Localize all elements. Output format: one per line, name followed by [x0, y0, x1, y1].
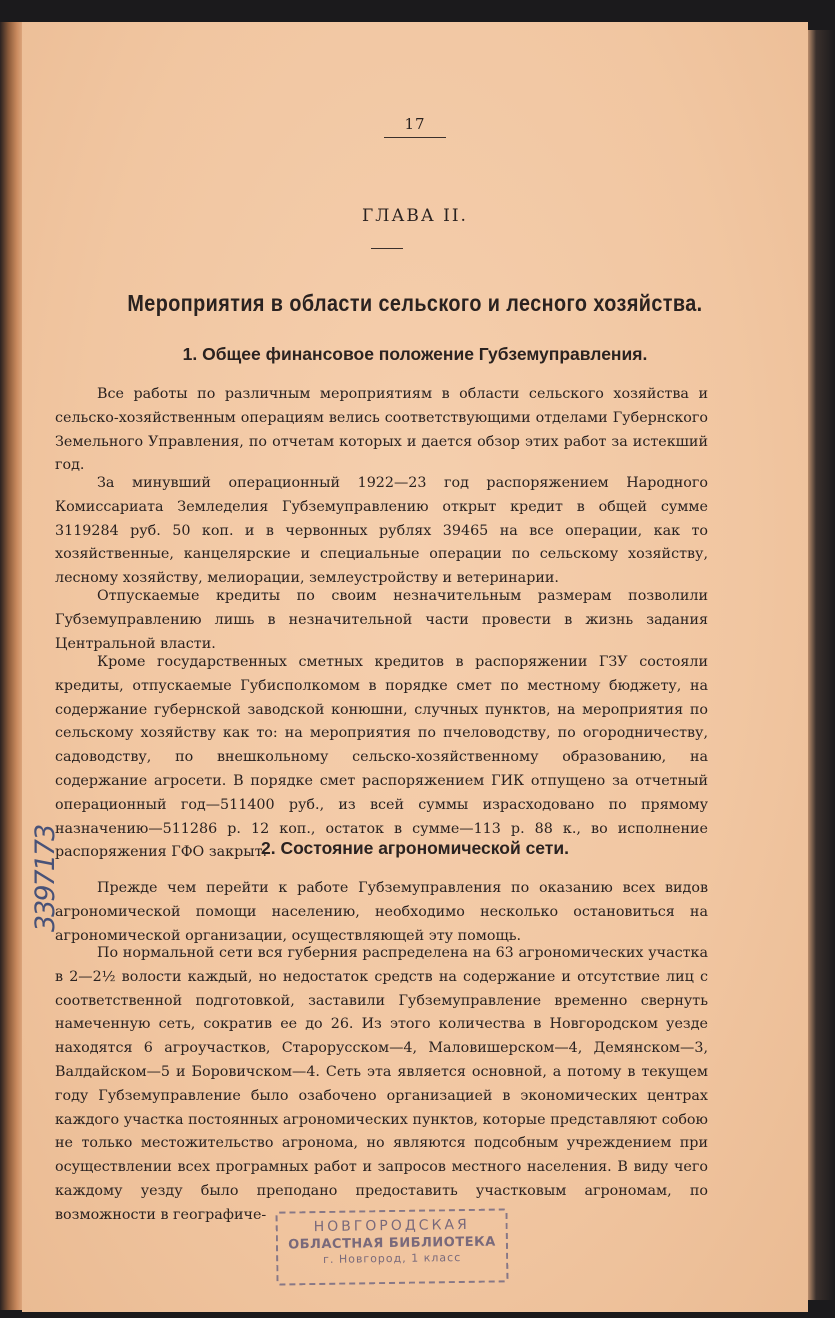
- page-header: [22, 115, 808, 138]
- paragraph: Отпускаемые кредиты по своим незначительным размерам позволили Губземуправлению лишь в незначительной части провести в жизнь задания Центральной власти.: [55, 588, 708, 652]
- page-edge: [808, 30, 835, 1300]
- paragraph: Все работы по различным мероприятиям в области сельского хозяйства и сельско-хозяйственным операциям велись соответствующими отделами Губернского Земельного Управления, по отчетам которых и дается обзор этих работ за истекший год.: [55, 386, 708, 474]
- paragraph: За минувший операционный 1922—23 год распоряжением Народного Комиссариата Земледелия Губземуправлению открыт кредит в общей сумме 3119284 руб. 50 коп. и в червонных рублях 39465 на все операции, как то хозяйственные, канцелярские и специальные операции по сельскому хозяйству, лесному хозяйству, мелиорации, землеустройству и ветеринарии.: [55, 475, 708, 587]
- book-spine: [0, 22, 24, 1310]
- section-heading-2: 2. Состояние агрономической сети.: [260, 838, 569, 858]
- stamp-line: ОБЛАСТНАЯ БИБЛИОТЕКА: [288, 1234, 496, 1253]
- chapter-rule: [371, 248, 403, 249]
- stamp-line: г. Новгород, 1 класс: [323, 1251, 462, 1266]
- paragraph: Прежде чем перейти к работе Губземуправления по оказанию всех видов агрономической помощи населению, необходимо несколько остановиться на агрономической организации, осуществляющей эту помощь.: [55, 880, 708, 944]
- section-heading-1: 1. Общее финансовое положение Губземуправления.: [182, 344, 648, 364]
- page-number-rule: [384, 137, 446, 138]
- handwritten-inventory-number: 3397173: [30, 825, 61, 932]
- book-page: [22, 22, 808, 1312]
- page-number: 17: [404, 115, 426, 133]
- chapter-heading: ГЛАВА II.: [362, 206, 468, 226]
- paragraph: По нормальной сети вся губерния распределена на 63 агрономических участка в 2—2½ волости каждый, но недостаток средств на содержание и отсутствие лиц с соответственной подготовкой, заставили Губземуправление временно свернуть намеченную сеть, сократив ее до 26. Из этого количества в Новгородском уезде находятся 6 агроучастков, Старорусском—4, Маловишерском—4, Демянском—3, Валдайском—5 и Боровичском—4. Сеть эта является основной, а потому в текущем году Губземуправление было озабочено организацией в экономических центрах каждого участка постоянных агрономических пунктов, которые представляют собою не только местожительство агронома, но являются подсобным учреждением при осуществлении всех програмных работ и запросов местного населения. В виду чего каждому уезду было преподано предоставить участковым агрономам, по возможности в географиче-: [55, 945, 708, 1223]
- paragraph: Кроме государственных сметных кредитов в распоряжении ГЗУ состояли кредиты, отпускаемые Губисполкомом в порядке смет по местному бюджету, на содержание губернской заводской конюшни, случных пунктов, на мероприятия по сельскому хозяйству как то: на мероприятия по пчеловодству, по огородничеству, садоводству, по внешкольному сельско-хозяйственному образованию, на содержание агросети. В порядке смет распоряжением ГИК отпущено за отчетный операционный год—511400 руб., из всей суммы израсходовано по прямому назначению—511286 р. 12 коп., остаток в сумме—113 р. 88 к., во исполнение распоряжения ГФО закрыт.: [55, 654, 708, 861]
- page-title: Мероприятия в области сельского и лесного хозяйства.: [127, 290, 703, 316]
- library-stamp: [275, 1208, 508, 1285]
- stamp-line: НОВГОРОДСКАЯ: [313, 1216, 470, 1236]
